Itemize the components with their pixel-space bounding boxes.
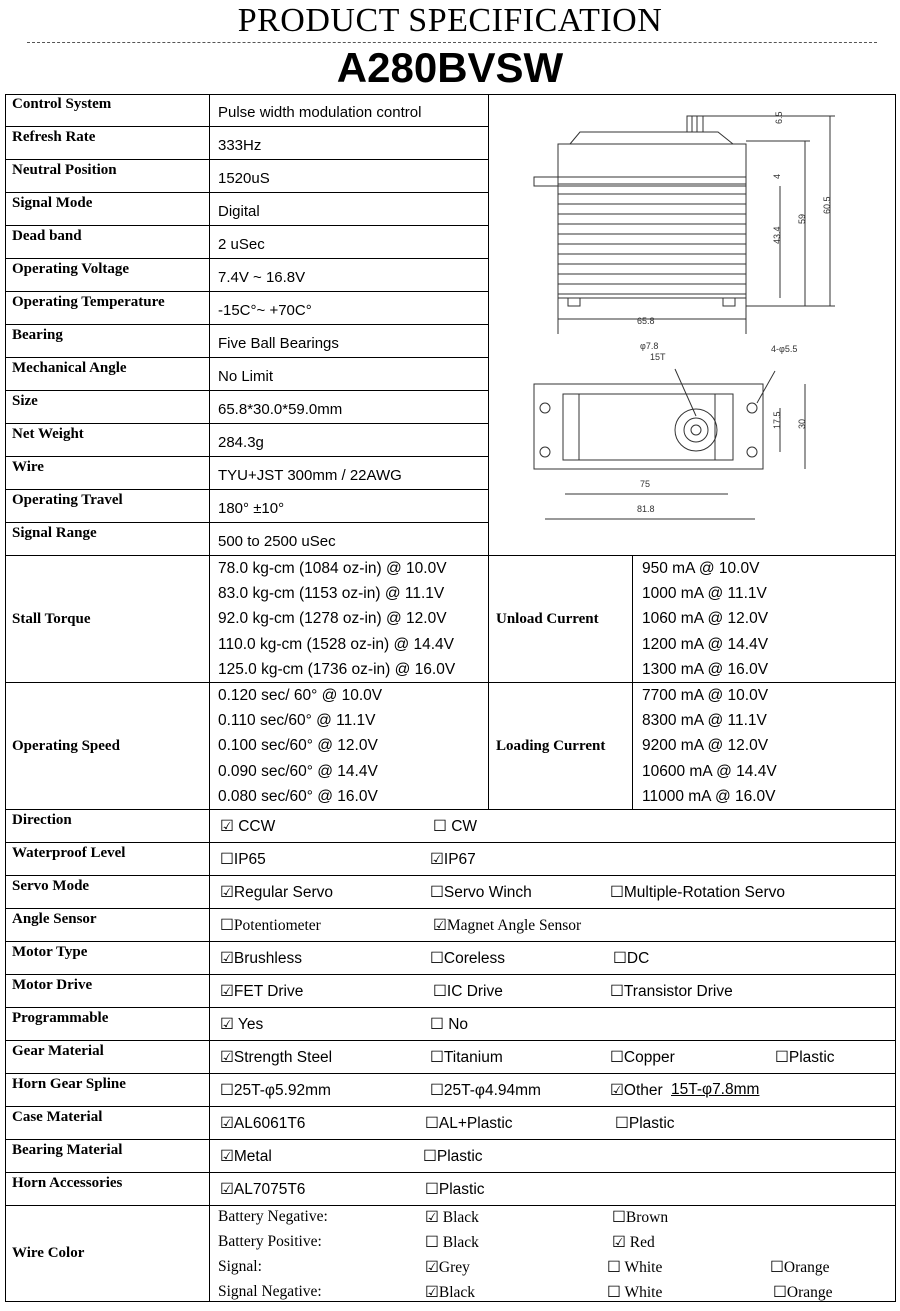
spec-label-cell: [5, 160, 210, 193]
option-values-cell: [210, 1008, 896, 1041]
drawing-line: [757, 371, 775, 403]
option-item: ☐Potentiometer: [220, 917, 321, 934]
spec-label: Loading Current: [496, 737, 606, 754]
spec-label: Operating Speed: [12, 737, 120, 754]
option-item: ☐Servo Winch: [430, 884, 532, 901]
option-item: ☑Strength Steel: [220, 1049, 333, 1066]
spec-value: 500 to 2500 uSec: [218, 532, 336, 550]
option-item: ☑Metal: [220, 1148, 272, 1165]
spec-value-line: 10600 mA @ 14.4V: [642, 762, 777, 780]
option-values-cell: [210, 843, 896, 876]
dimension-label: 43.4: [772, 226, 782, 244]
title-divider: [27, 42, 877, 43]
spec-value: 65.8*30.0*59.0mm: [218, 400, 343, 418]
option-item: ☐IC Drive: [433, 983, 503, 1000]
spec-value-cell: [210, 160, 489, 193]
wire-name: Signal Negative:: [218, 1283, 322, 1300]
spec-label-cell: [5, 325, 210, 358]
spec-value-cell: [210, 523, 489, 556]
dimension-label: 17.5: [772, 411, 782, 429]
spec-label-cell: [5, 683, 210, 810]
option-label: Angle Sensor: [12, 911, 97, 927]
option-label: Horn Gear Spline: [12, 1076, 126, 1092]
spec-value-cell: [210, 424, 489, 457]
spec-value-line: 1200 mA @ 14.4V: [642, 635, 769, 653]
spec-value: 284.3g: [218, 433, 264, 451]
dimension-label: 30: [797, 418, 807, 429]
spec-value: Five Ball Bearings: [218, 334, 339, 352]
mount-hole: [747, 403, 757, 413]
dimension-label: φ7.8: [640, 341, 659, 351]
option-item: ☑AL6061T6: [220, 1115, 306, 1132]
spec-label-cell: [489, 683, 633, 810]
spec-label-cell: [5, 391, 210, 424]
spec-value-cell: [210, 127, 489, 160]
spec-value-line: 0.080 sec/60° @ 16.0V: [218, 787, 378, 805]
spec-value-line: 0.090 sec/60° @ 14.4V: [218, 762, 378, 780]
spec-label-cell: [5, 523, 210, 556]
option-item: ☐ CW: [433, 818, 478, 835]
spec-values-cell: [633, 556, 896, 683]
spec-value-line: 8300 mA @ 11.1V: [642, 712, 767, 730]
spec-value-cell: [210, 292, 489, 325]
option-item: ☐Copper: [610, 1049, 675, 1066]
spec-value-line: 1000 mA @ 11.1V: [642, 585, 767, 603]
spec-label-cell: [5, 424, 210, 457]
option-values-cell: [210, 876, 896, 909]
option-values-cell: [210, 1041, 896, 1074]
option-label-cell: [5, 1008, 210, 1041]
spec-values-cell: [633, 683, 896, 810]
dimension-label: 65.8: [637, 316, 655, 326]
spec-value: 333Hz: [218, 136, 262, 154]
spec-label-cell: [5, 358, 210, 391]
option-item: ☑ CCW: [220, 818, 276, 835]
option-item: ☐25T-φ4.94mm: [430, 1082, 541, 1099]
option-item: ☑AL7075T6: [220, 1181, 306, 1198]
spec-value: 1520uS: [218, 169, 270, 187]
spec-label-cell: [5, 226, 210, 259]
spec-value: 180° ±10°: [218, 499, 285, 517]
option-label: Wire Color: [12, 1245, 85, 1261]
spec-value-line: 11000 mA @ 16.0V: [642, 787, 776, 805]
spec-label: Net Weight: [12, 426, 84, 442]
servo-output-spline: [687, 116, 703, 132]
spec-value-cell: [210, 457, 489, 490]
wire-option: ☐Orange: [770, 1259, 830, 1276]
spec-label: Control System: [12, 96, 112, 112]
spec-value-cell: [210, 94, 489, 127]
option-item: ☑Magnet Angle Sensor: [433, 917, 582, 934]
option-label: Servo Mode: [12, 878, 90, 894]
spec-value: TYU+JST 300mm / 22AWG: [218, 466, 402, 484]
spec-value: Digital: [218, 202, 260, 220]
spec-label-cell: [5, 457, 210, 490]
spec-value-line: 125.0 kg-cm (1736 oz-in) @ 16.0V: [218, 660, 456, 678]
option-label-cell: [5, 810, 210, 843]
spec-label: Dead band: [12, 228, 82, 244]
spec-value-cell: [210, 391, 489, 424]
mount-hole: [540, 447, 550, 457]
option-label: Direction: [12, 812, 72, 828]
spec-label: Mechanical Angle: [12, 360, 127, 376]
option-label: Bearing Material: [12, 1142, 123, 1158]
option-item: ☐Titanium: [430, 1049, 503, 1066]
spec-label: Neutral Position: [12, 162, 117, 178]
option-item: ☐Plastic: [775, 1049, 835, 1066]
spec-value-line: 1060 mA @ 12.0V: [642, 610, 769, 628]
option-label-cell: [5, 975, 210, 1008]
option-item: ☑ Yes: [220, 1016, 264, 1033]
spec-label: Wire: [12, 459, 44, 475]
option-item: ☐Plastic: [423, 1148, 483, 1165]
wire-name: Battery Negative:: [218, 1208, 328, 1225]
option-label-cell: [5, 1140, 210, 1173]
dimension-label: 15T: [650, 352, 666, 362]
mount-hole: [540, 403, 550, 413]
spec-value: Pulse width modulation control: [218, 103, 422, 121]
option-item: ☐Transistor Drive: [610, 983, 733, 1000]
servo-side-body: [558, 144, 746, 298]
wire-option: ☐Brown: [612, 1209, 669, 1226]
option-label: Programmable: [12, 1010, 109, 1026]
option-item: ☑Brushless: [220, 950, 302, 967]
spec-label-cell: [5, 556, 210, 683]
spec-value-line: 1300 mA @ 16.0V: [642, 660, 769, 678]
spec-label: Unload Current: [496, 610, 599, 627]
spec-value-line: 92.0 kg-cm (1278 oz-in) @ 12.0V: [218, 610, 447, 628]
spec-value-cell: [210, 325, 489, 358]
option-label: Waterproof Level: [12, 845, 126, 861]
spec-label-cell: [5, 259, 210, 292]
dimension-label: 81.8: [637, 504, 655, 514]
dimension-label: 6.5: [774, 111, 784, 124]
spec-label-cell: [5, 94, 210, 127]
model-number: A280BVSW: [336, 44, 564, 91]
wire-option: ☐ White: [607, 1259, 663, 1276]
option-item: ☐Coreless: [430, 950, 506, 967]
spec-table: [5, 94, 896, 1302]
spec-label: Signal Mode: [12, 195, 93, 211]
spec-value: 2 uSec: [218, 235, 265, 253]
drawing-line: [675, 369, 696, 416]
servo-side-foot: [723, 298, 735, 306]
spec-label: Refresh Rate: [12, 129, 96, 145]
wire-option: ☐ Black: [425, 1234, 479, 1251]
option-label: Motor Type: [12, 944, 88, 960]
spec-value-line: 78.0 kg-cm (1084 oz-in) @ 10.0V: [218, 560, 447, 577]
option-values-cell: [210, 1173, 896, 1206]
wire-option: ☑ Black: [425, 1209, 479, 1226]
spec-label-cell: [5, 127, 210, 160]
spec-value-line: 0.100 sec/60° @ 12.0V: [218, 737, 378, 755]
option-label-cell: [5, 843, 210, 876]
spec-label-cell: [5, 490, 210, 523]
spec-value-cell: [210, 490, 489, 523]
option-item: ☐25T-φ5.92mm: [220, 1082, 331, 1099]
option-label: Case Material: [12, 1109, 103, 1125]
spec-label-cell: [5, 193, 210, 226]
option-item: ☐ No: [430, 1016, 469, 1033]
mount-hole: [747, 447, 757, 457]
servo-drawing: [489, 94, 896, 556]
option-label-cell: [5, 1206, 210, 1302]
option-label-cell: [5, 1107, 210, 1140]
wire-name: Battery Positive:: [218, 1233, 322, 1250]
dimension-label: 59: [797, 213, 807, 224]
spec-label-cell: [489, 556, 633, 683]
option-label-cell: [5, 876, 210, 909]
option-label: Motor Drive: [12, 977, 93, 993]
option-item: ☑Regular Servo: [220, 884, 333, 901]
spec-value-line: 83.0 kg-cm (1153 oz-in) @ 11.1V: [218, 585, 445, 603]
spec-value-line: 0.120 sec/ 60° @ 10.0V: [218, 687, 383, 704]
spec-label: Signal Range: [12, 525, 97, 541]
servo-side-top: [570, 132, 733, 144]
option-values-cell: [210, 942, 896, 975]
spec-value-line: 7700 mA @ 10.0V: [642, 687, 769, 704]
spec-label: Size: [12, 393, 38, 409]
option-values-cell: [210, 1074, 896, 1107]
spec-value: 7.4V ~ 16.8V: [218, 268, 306, 286]
dimension-label: 75: [640, 479, 651, 489]
output-shaft: [684, 418, 708, 442]
option-item: ☐DC: [613, 950, 650, 967]
option-values-cell: [210, 975, 896, 1008]
spec-value-cell: [210, 358, 489, 391]
dimension-label: 60.5: [822, 196, 832, 214]
spec-values-cell: [210, 683, 489, 810]
spec-value-line: 950 mA @ 10.0V: [642, 560, 760, 577]
document-title: PRODUCT SPECIFICATION: [237, 2, 663, 39]
option-label: Gear Material: [12, 1043, 104, 1059]
wire-option: ☑ Red: [612, 1234, 655, 1251]
spec-values-cell: [210, 556, 489, 683]
option-values-cell: [210, 909, 896, 942]
spec-label: Operating Temperature: [12, 294, 165, 310]
spec-label: Operating Travel: [12, 492, 123, 508]
spec-value-cell: [210, 259, 489, 292]
option-label: Horn Accessories: [12, 1175, 123, 1191]
option-item: ☑FET Drive: [220, 983, 304, 1000]
technical-drawing-cell: [489, 94, 896, 556]
spec-label: Operating Voltage: [12, 261, 130, 277]
spec-value-cell: [210, 226, 489, 259]
spec-value-line: 0.110 sec/60° @ 11.1V: [218, 712, 376, 730]
option-item: ☐IP65: [220, 851, 266, 868]
spline-other-value: 15T-φ7.8mm: [671, 1081, 760, 1098]
option-item: ☑IP67: [430, 851, 476, 868]
servo-side-flange: [534, 177, 746, 186]
wire-option: ☑Grey: [425, 1259, 470, 1276]
wire-name: Signal:: [218, 1258, 262, 1275]
servo-side-foot: [568, 298, 580, 306]
option-item: ☑Other: [610, 1082, 663, 1099]
spec-value-line: 110.0 kg-cm (1528 oz-in) @ 14.4V: [218, 635, 455, 653]
option-label-cell: [5, 909, 210, 942]
servo-top-outline: [534, 384, 763, 469]
option-values-cell: [210, 1107, 896, 1140]
option-item: ☐Plastic: [425, 1181, 485, 1198]
option-label-cell: [5, 942, 210, 975]
spec-value: No Limit: [218, 367, 274, 385]
output-shaft-hole: [691, 425, 701, 435]
spec-value-line: 9200 mA @ 12.0V: [642, 737, 769, 755]
option-label-cell: [5, 1074, 210, 1107]
option-label-cell: [5, 1041, 210, 1074]
spec-label: Stall Torque: [12, 610, 91, 627]
wire-color-cell: [210, 1206, 896, 1302]
option-values-cell: [210, 810, 896, 843]
option-label-cell: [5, 1173, 210, 1206]
option-item: ☐Multiple-Rotation Servo: [610, 884, 785, 901]
wire-option: ☑Black: [425, 1284, 476, 1301]
wire-option: ☐ White: [607, 1284, 663, 1301]
wire-option: ☐Orange: [773, 1284, 833, 1301]
option-item: ☐AL+Plastic: [425, 1115, 513, 1132]
spec-label: Bearing: [12, 327, 63, 343]
spec-value: -15C°~ +70C°: [218, 301, 312, 319]
spec-value-cell: [210, 193, 489, 226]
option-item: ☐Plastic: [615, 1115, 675, 1132]
dimension-label: 4: [772, 173, 782, 179]
spec-label-cell: [5, 292, 210, 325]
option-values-cell: [210, 1140, 896, 1173]
dimension-label: 4-φ5.5: [771, 344, 798, 354]
